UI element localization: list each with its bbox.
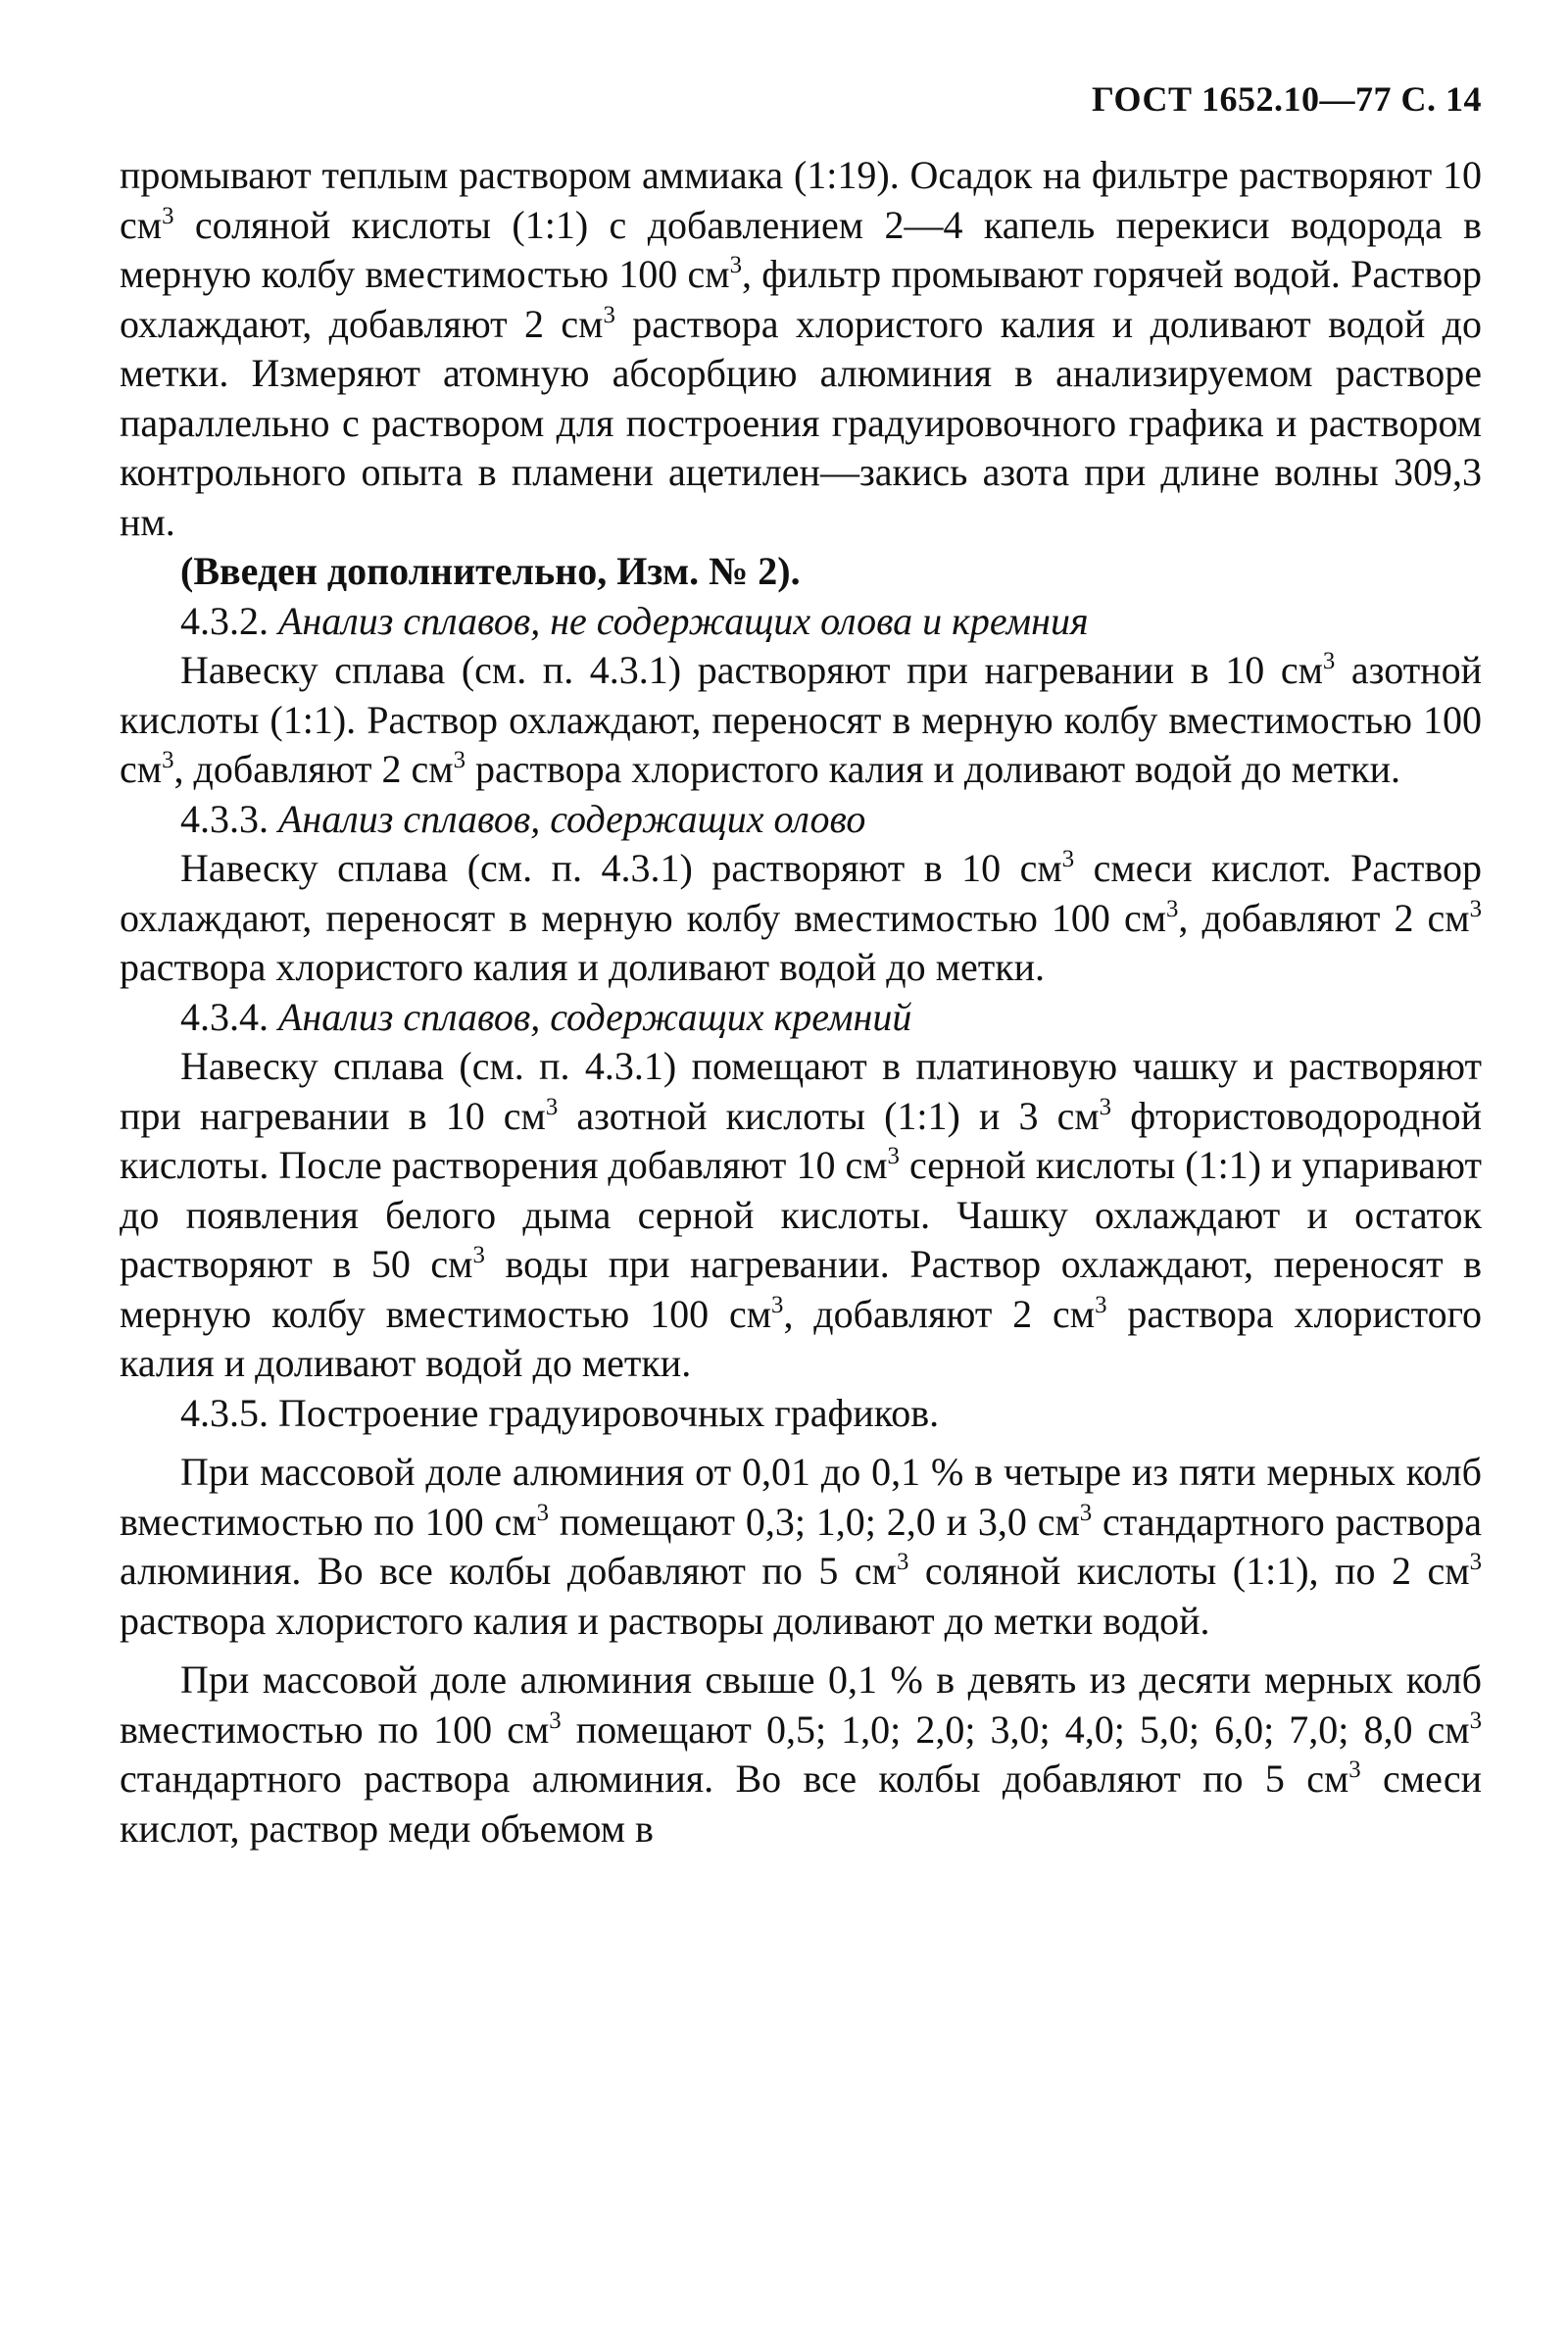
page-header: ГОСТ 1652.10—77 С. 14 bbox=[1092, 79, 1482, 119]
amendment-note: (Введен дополнительно, Изм. № 2). bbox=[180, 549, 801, 593]
text-run: раствора хлористого калия и растворы доливают до метки водой. bbox=[120, 1598, 1210, 1643]
document-page bbox=[120, 78, 1482, 1854]
text-run: При массовой доле алюминия от 0,01 до 0,1 % в четыре из пяти мерных колб вместимостью по 100 см bbox=[120, 1450, 1482, 1544]
text-run: фтористоводородной кислоты. После растворения добавляют 10 см bbox=[120, 1093, 1483, 1187]
text-run: , добавляют 2 см bbox=[1178, 895, 1470, 940]
paragraph-4-3-4 bbox=[120, 1042, 1482, 1389]
paragraph-washing bbox=[120, 151, 1482, 547]
text-run: промывают теплым раствором аммиака (1:19). Осадок на фильтре растворяют 10 см bbox=[120, 153, 1482, 247]
superscript: 3 bbox=[453, 747, 466, 774]
text-run: , добавляют 2 см bbox=[783, 1291, 1096, 1336]
text-run: стандартного раствора алюминия. Во все колбы добавляют по 5 см bbox=[120, 1756, 1349, 1801]
superscript: 3 bbox=[1079, 1499, 1093, 1526]
superscript: 3 bbox=[472, 1242, 485, 1269]
paragraph-calibration-low bbox=[120, 1448, 1482, 1646]
section-title: Анализ сплавов, не содержащих олова и кремния bbox=[278, 598, 1089, 643]
section-heading-4-3-2 bbox=[120, 597, 1482, 647]
superscript: 3 bbox=[887, 1143, 900, 1170]
section-heading-4-3-5: 4.3.5. Построение градуировочных графиков. bbox=[180, 1390, 940, 1435]
section-title: Анализ сплавов, содержащих кремний bbox=[278, 994, 912, 1039]
section-heading-4-3-4 bbox=[120, 993, 1482, 1043]
superscript: 3 bbox=[549, 1707, 562, 1734]
text-run: , добавляют 2 см bbox=[173, 747, 454, 791]
text-run: помещают 0,3; 1,0; 2,0 и 3,0 см bbox=[549, 1499, 1080, 1544]
text-run: смеси кислот. Раствор охлаждают, переносят в мерную колбу вместимостью 100 см bbox=[120, 846, 1482, 940]
text-run: раствора хлористого калия и доливают водой до метки. bbox=[120, 1291, 1482, 1385]
superscript: 3 bbox=[1166, 895, 1179, 922]
text-run: Навеску сплава (см. п. 4.3.1) растворяют при нагревании в 10 см bbox=[180, 648, 1323, 692]
superscript: 3 bbox=[729, 252, 742, 279]
superscript: 3 bbox=[1099, 1093, 1112, 1120]
text-run: помещают 0,5; 1,0; 2,0; 3,0; 4,0; 5,0; 6,0; 7,0; 8,0 см bbox=[561, 1707, 1470, 1752]
text-run: соляной кислоты (1:1) с добавлением 2—4 капель перекиси водорода в мерную колбу вместимостью 100 см bbox=[120, 202, 1482, 296]
section-number: 4.3.4. bbox=[180, 994, 269, 1039]
section-heading-4-3-3 bbox=[120, 795, 1482, 845]
text-run: азотной кислоты (1:1). Раствор охлаждают, переносят в мерную колбу вместимостью 100 см bbox=[120, 648, 1482, 791]
superscript: 3 bbox=[896, 1549, 909, 1576]
text-run: воды при нагревании. Раствор охлаждают, переносят в мерную колбу вместимостью 100 см bbox=[120, 1242, 1483, 1336]
paragraph-4-3-2 bbox=[120, 646, 1482, 795]
superscript: 3 bbox=[1469, 1707, 1483, 1734]
superscript: 3 bbox=[162, 747, 174, 774]
paragraph-calibration-high bbox=[120, 1656, 1482, 1854]
section-number: 4.3.3. bbox=[180, 796, 269, 841]
superscript: 3 bbox=[603, 301, 615, 328]
text-run: серной кислоты (1:1) и упаривают до появления белого дыма серной кислоты. Чашку охлаждают и остаток растворяют в 50 см bbox=[120, 1143, 1482, 1286]
text-run: раствора хлористого калия и доливают водой до метки. Измеряют атомную абсорбцию алюминия в анализируемом растворе параллельно с раствором для построения градуировочного графика и раствором контрольного опыта в пламени ацетилен—закись азота при длине волны 309,3 нм. bbox=[120, 301, 1482, 544]
text-run: раствора хлористого калия и доливают водой до метки. bbox=[120, 945, 1046, 989]
text-run: смеси кислот, раствор меди объемом в bbox=[120, 1756, 1482, 1851]
superscript: 3 bbox=[1469, 895, 1482, 922]
superscript: 3 bbox=[536, 1499, 550, 1526]
superscript: 3 bbox=[771, 1291, 784, 1318]
paragraph-4-3-3 bbox=[120, 844, 1482, 993]
section-number: 4.3.2. bbox=[180, 598, 269, 643]
text-run: соляной кислоты (1:1), по 2 см bbox=[908, 1549, 1470, 1593]
text-run: раствора хлористого калия и доливают водой до метки. bbox=[465, 747, 1401, 791]
text-run: При массовой доле алюминия свыше 0,1 % в девять из десяти мерных колб вместимостью по 100 см bbox=[120, 1657, 1482, 1752]
text-run: азотной кислоты (1:1) и 3 см bbox=[558, 1093, 1100, 1138]
text-run: Навеску сплава (см. п. 4.3.1) растворяют в 10 см bbox=[180, 846, 1062, 890]
superscript: 3 bbox=[1469, 1549, 1482, 1576]
text-run: стандартного раствора алюминия. Во все колбы добавляют по 5 см bbox=[120, 1499, 1483, 1593]
superscript: 3 bbox=[1061, 846, 1075, 873]
superscript: 3 bbox=[1095, 1291, 1107, 1318]
superscript: 3 bbox=[1322, 648, 1336, 675]
text-run: Навеску сплава (см. п. 4.3.1) помещают в платиновую чашку и растворяют при нагревании в 10 см bbox=[120, 1044, 1482, 1138]
superscript: 3 bbox=[545, 1093, 559, 1120]
section-title: Анализ сплавов, содержащих олово bbox=[278, 796, 866, 841]
superscript: 3 bbox=[162, 202, 174, 229]
text-run: , фильтр промывают горячей водой. Раствор охлаждают, добавляют 2 см bbox=[120, 252, 1482, 346]
superscript: 3 bbox=[1348, 1756, 1361, 1784]
